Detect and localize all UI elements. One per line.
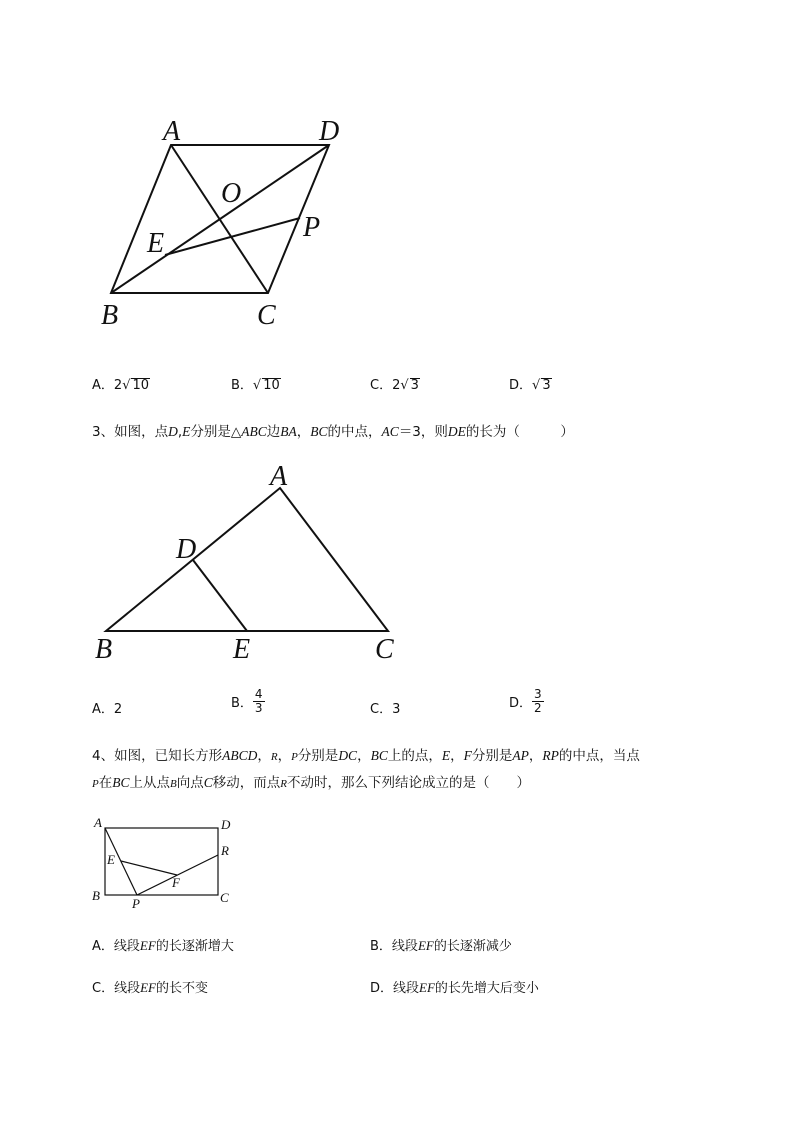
segment-ep [165, 218, 300, 255]
q4-option-d[interactable]: D．线段EF的长先增大后变小 [370, 980, 539, 996]
q3-option-a[interactable]: A．2 [92, 702, 123, 717]
fraction: $\frac{3}{2}$ [534, 687, 542, 715]
figure-parallelogram [90, 105, 370, 335]
figure-triangle [90, 455, 410, 665]
label-b: B [101, 300, 119, 331]
label-c: C [257, 300, 276, 331]
label-e: E [147, 228, 165, 259]
label-a: A [163, 116, 181, 147]
label-d: D [176, 534, 197, 565]
q3-option-b[interactable]: B． $\frac{4}{3}$ [231, 687, 263, 715]
label-o: O [221, 178, 242, 209]
q4-option-b[interactable]: B．线段EF的长逐渐减少 [370, 938, 512, 954]
triangle-outline [106, 488, 388, 631]
question-3: 3、如图，点D,E分别是△ABC边BA，BC的中点，AC＝3，则DE的长为（ ） [92, 424, 574, 440]
label-b: B [92, 888, 100, 903]
label-c: C [220, 890, 229, 905]
label-a: A [270, 461, 288, 492]
label-d: D [221, 817, 231, 832]
q2-option-b[interactable]: B．√ 10 [231, 378, 280, 393]
q4-option-c[interactable]: C．线段EF的长不变 [92, 980, 208, 996]
label-c: C [375, 634, 394, 665]
figure-rectangle [88, 812, 248, 912]
q3-option-c[interactable]: C．3 [370, 702, 401, 717]
label-d: D [319, 116, 340, 147]
label-r: R [221, 843, 229, 858]
label-p: P [132, 896, 140, 911]
q3-option-d[interactable]: D． $\frac{3}{2}$ [509, 687, 542, 715]
label-e: E [107, 852, 115, 867]
label-e: E [233, 634, 251, 665]
q2-option-d[interactable]: D．√ 3 [509, 378, 551, 393]
question-4: 4、如图，已知长方形ABCD，R，P分别是DC，BC上的点，E，F分别是AP，RP的中点，当点 P在BC上从点B向点C移动，而点R不动时，那么下列结论成立的是（ ） [92, 748, 640, 791]
segment-ef [121, 861, 177, 875]
segment-de [193, 560, 247, 631]
label-a: A [94, 815, 102, 830]
q2-option-a[interactable]: A．2√ 10 [92, 378, 150, 393]
label-b: B [95, 634, 113, 665]
q2-option-c[interactable]: C．2√ 3 [370, 378, 419, 393]
q4-option-a[interactable]: A．线段EF的长逐渐增大 [92, 938, 234, 954]
label-f: F [172, 875, 180, 890]
label-p: P [303, 212, 321, 243]
fraction: $\frac{4}{3}$ [254, 687, 263, 715]
